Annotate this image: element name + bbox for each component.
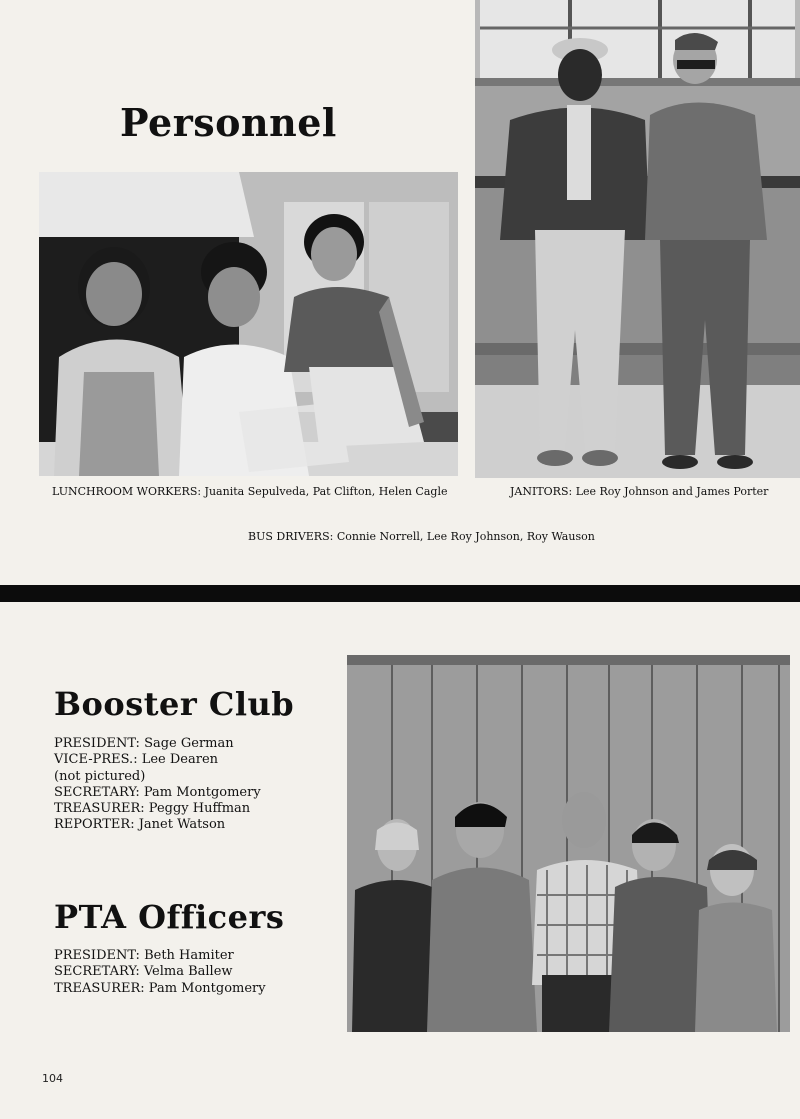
booster-club-heading: Booster Club [54,685,295,723]
janitors-photo [475,0,800,478]
lunchroom-workers-caption: LUNCHROOM WORKERS: Juanita Sepulveda, Pat Clifton, Helen Cagle [52,485,448,498]
pta-officer-line: TREASURER: Pam Montgomery [54,980,266,996]
personnel-heading: Personnel [120,100,337,145]
booster-officer-line: SECRETARY: Pam Montgomery [54,784,261,800]
janitors-caption: JANITORS: Lee Roy Johnson and James Porter [510,485,769,498]
booster-club-officers [54,736,261,834]
lunchroom-workers-photo [39,172,458,476]
booster-officer-line: REPORTER: Janet Watson [54,817,226,833]
pta-officer-line: SECRETARY: Velma Ballew [54,964,233,980]
booster-officer-line: PRESIDENT: Sage German [54,736,234,751]
booster-officer-line: VICE-PRES.: Lee Dearen [54,752,219,768]
pta-officers-list [54,948,266,997]
booster-officer-line: TREASURER: Peggy Huffman [54,801,251,817]
pta-officers-heading: PTA Officers [54,898,285,936]
page-number: 104 [42,1072,63,1085]
bus-drivers-caption: BUS DRIVERS: Connie Norrell, Lee Roy Johnson, Roy Wauson [248,530,595,543]
booster-club-photo [347,655,790,1032]
section-divider [0,585,800,602]
booster-officer-line: (not pictured) [54,768,146,784]
pta-officer-line: PRESIDENT: Beth Hamiter [54,948,234,963]
